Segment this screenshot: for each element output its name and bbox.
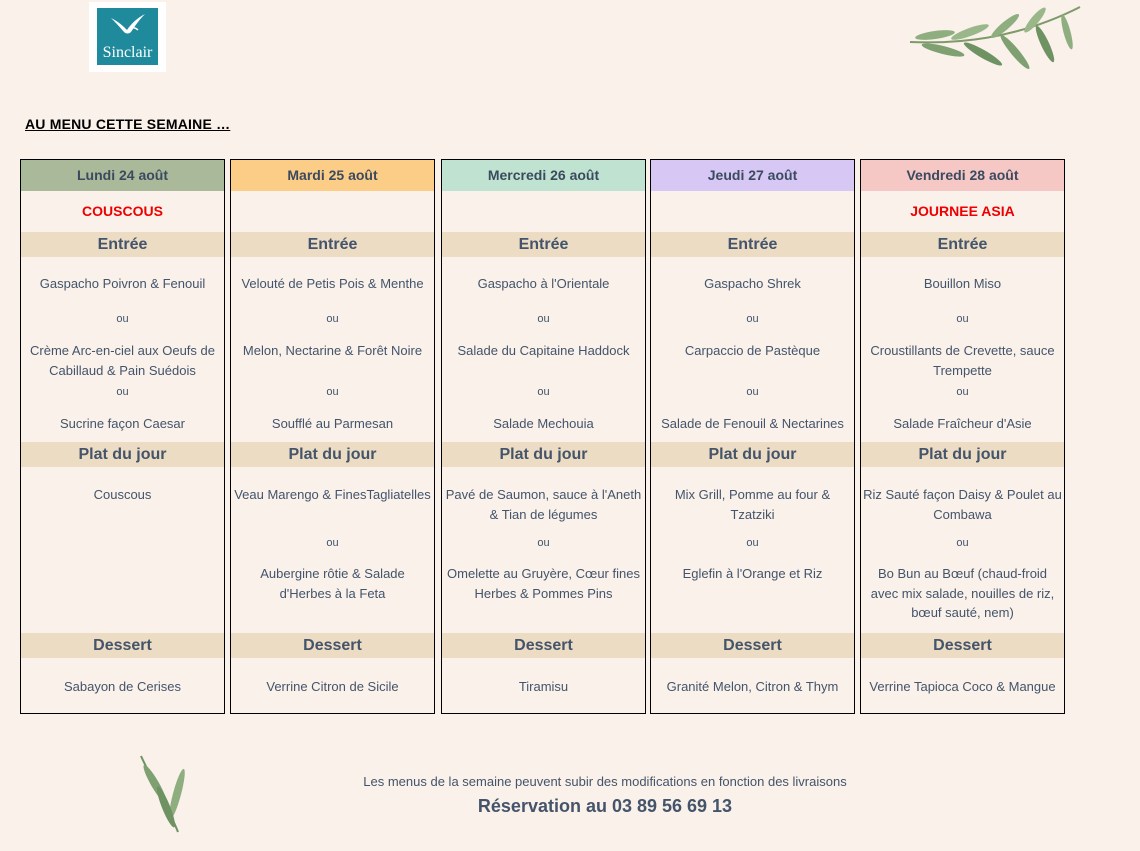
- or-separator: ou: [537, 386, 550, 398]
- or-separator: ou: [956, 386, 969, 398]
- entree-item: Velouté de Petis Pois & Menthe: [241, 276, 424, 291]
- plat-item: Veau Marengo & FinesTagliatelles: [234, 487, 431, 502]
- entree-item: Crème Arc-en-ciel aux Oeufs de Cabillaud & Pain Suédois: [30, 343, 215, 378]
- day-column-mercredi: [441, 159, 646, 714]
- or-separator: ou: [326, 313, 339, 325]
- entree-item: Gaspacho Shrek: [704, 276, 801, 291]
- day-column-jeudi: [650, 159, 855, 714]
- dessert-item: Verrine Citron de Sicile: [266, 679, 399, 694]
- dessert-item: Tiramisu: [518, 679, 569, 694]
- plat-item: Eglefin à l'Orange et Riz: [682, 566, 823, 581]
- footer-note: Les menus de la semaine peuvent subir des modifications en fonction des livraisons: [363, 774, 847, 789]
- entree-band: Entrée: [861, 232, 1064, 257]
- entree-item: Salade de Fenouil & Nectarines: [661, 416, 844, 431]
- entree-band: Entrée: [21, 232, 224, 257]
- entree-item: Salade Mechouia: [493, 416, 594, 431]
- leaf-sprig-icon: [133, 752, 198, 837]
- plat-item: Riz Sauté façon Daisy & Poulet au Combawa: [863, 487, 1062, 522]
- logo-bird-icon: [109, 12, 147, 38]
- entree-band: Entrée: [442, 232, 645, 257]
- dessert-band: Dessert: [231, 633, 434, 658]
- plat-item: Couscous: [93, 487, 152, 502]
- logo-text: Sinclair: [102, 44, 153, 61]
- or-separator: ou: [956, 537, 969, 549]
- plat-band: Plat du jour: [21, 442, 224, 467]
- or-separator: ou: [956, 313, 969, 325]
- entree-item: Soufflé au Parmesan: [271, 416, 394, 431]
- dessert-band: Dessert: [861, 633, 1064, 658]
- entree-item: Gaspacho Poivron & Fenouil: [39, 276, 206, 291]
- entree-band: Entrée: [231, 232, 434, 257]
- day-header: Mercredi 26 août: [442, 160, 645, 191]
- plat-band: Plat du jour: [651, 442, 854, 467]
- day-header: Lundi 24 août: [21, 160, 224, 191]
- or-separator: ou: [746, 313, 759, 325]
- entree-item: Croustillants de Crevette, sauce Trempette: [870, 343, 1055, 378]
- day-theme: COUSCOUS: [82, 203, 163, 219]
- entree-item: Salade du Capitaine Haddock: [457, 343, 630, 358]
- entree-band: Entrée: [651, 232, 854, 257]
- day-header: Mardi 25 août: [231, 160, 434, 191]
- dessert-item: Granité Melon, Citron & Thym: [666, 679, 839, 694]
- day-header: Vendredi 28 août: [861, 160, 1064, 191]
- day-column-vendredi: [860, 159, 1065, 714]
- plat-item: Omelette au Gruyère, Cœur fines Herbes & Pommes Pins: [447, 566, 640, 601]
- or-separator: ou: [116, 386, 129, 398]
- plat-band: Plat du jour: [442, 442, 645, 467]
- entree-item: Gaspacho à l'Orientale: [477, 276, 610, 291]
- or-separator: ou: [746, 386, 759, 398]
- plat-item: Aubergine rôtie & Salade d'Herbes à la Feta: [260, 566, 405, 601]
- logo-panel: [97, 8, 158, 65]
- or-separator: ou: [326, 537, 339, 549]
- plat-band: Plat du jour: [861, 442, 1064, 467]
- plat-item: Pavé de Saumon, sauce à l'Aneth & Tian de légumes: [445, 487, 642, 522]
- or-separator: ou: [116, 313, 129, 325]
- or-separator: ou: [326, 386, 339, 398]
- leaf-branch-icon: [905, 2, 1090, 87]
- menu-heading: AU MENU CETTE SEMAINE …: [25, 116, 231, 132]
- entree-item: Carpaccio de Pastèque: [684, 343, 821, 358]
- entree-item: Sucrine façon Caesar: [59, 416, 185, 431]
- day-column-mardi: [230, 159, 435, 714]
- dessert-band: Dessert: [442, 633, 645, 658]
- sinclair-logo: [89, 2, 166, 72]
- plat-item: Bo Bun au Bœuf (chaud-froid avec mix salade, nouilles de riz, bœuf sauté, nem): [870, 566, 1055, 620]
- dessert-item: Verrine Tapioca Coco & Mangue: [869, 679, 1056, 694]
- day-theme: JOURNEE ASIA: [910, 203, 1015, 219]
- or-separator: ou: [746, 537, 759, 549]
- day-header: Jeudi 27 août: [651, 160, 854, 191]
- entree-item: Salade Fraîcheur d'Asie: [893, 416, 1032, 431]
- entree-item: Bouillon Miso: [923, 276, 1002, 291]
- plat-band: Plat du jour: [231, 442, 434, 467]
- reservation-phone: Réservation au 03 89 56 69 13: [477, 796, 733, 816]
- plat-item: Mix Grill, Pomme au four & Tzatziki: [674, 487, 831, 522]
- dessert-item: Sabayon de Cerises: [63, 679, 182, 694]
- dessert-band: Dessert: [21, 633, 224, 658]
- entree-item: Melon, Nectarine & Forêt Noire: [242, 343, 423, 358]
- dessert-band: Dessert: [651, 633, 854, 658]
- day-column-lundi: [20, 159, 225, 714]
- or-separator: ou: [537, 313, 550, 325]
- or-separator: ou: [537, 537, 550, 549]
